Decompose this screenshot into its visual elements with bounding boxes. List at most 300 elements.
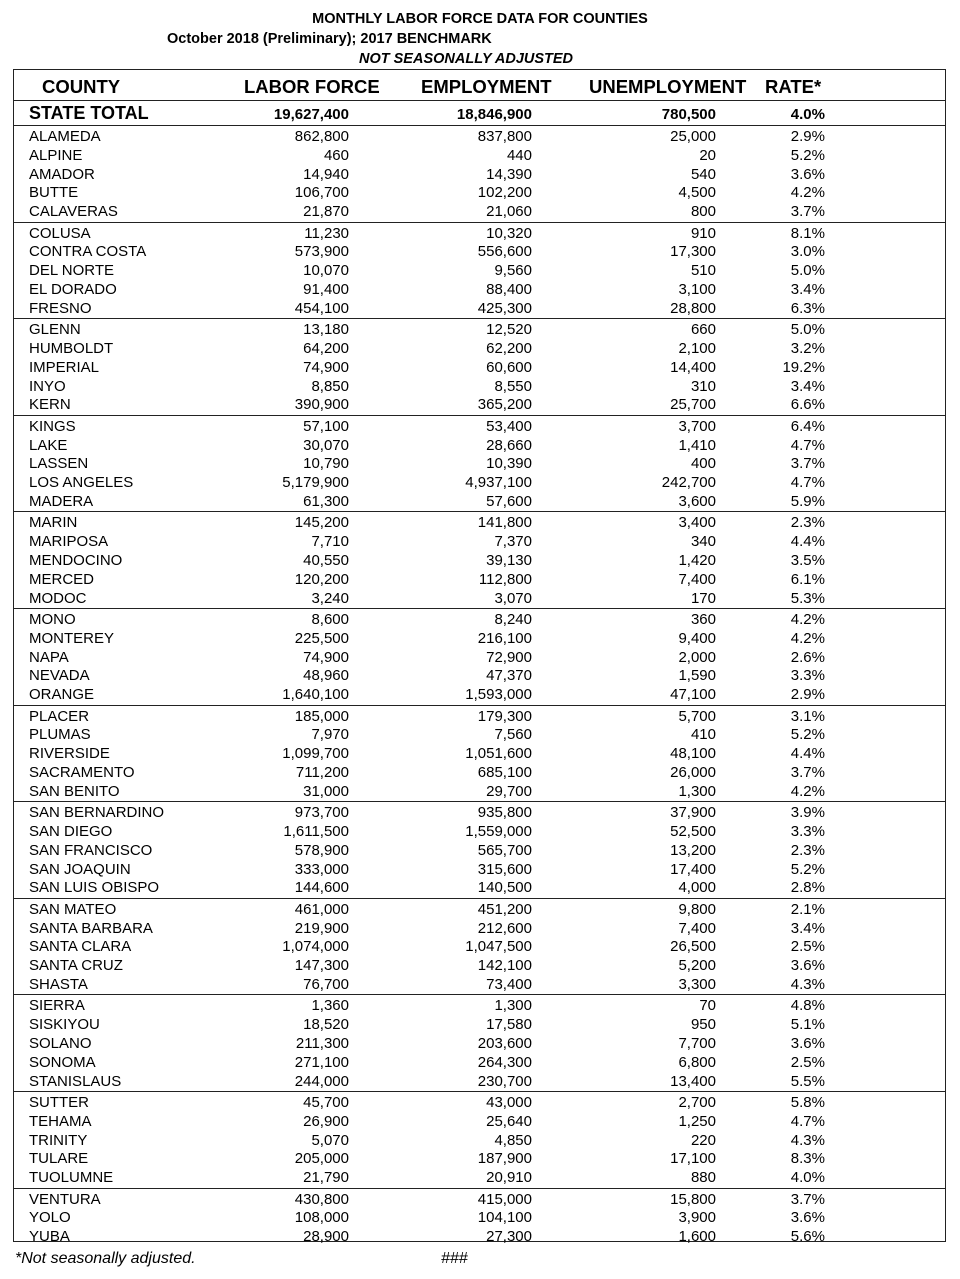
labor-force-value: 48,960	[303, 667, 349, 685]
adjustment-note: NOT SEASONALLY ADJUSTED	[359, 51, 574, 67]
county-name: DEL NORTE	[29, 262, 115, 280]
unemployment-value: 2,700	[678, 1094, 716, 1111]
county-name: GLENN	[29, 321, 81, 339]
table-row	[14, 841, 945, 860]
employment-value: 104,100	[477, 1209, 532, 1227]
labor-force-value: 219,900	[294, 919, 349, 937]
employment-value: 1,051,600	[465, 745, 532, 763]
labor-force-value: 454,100	[294, 299, 349, 317]
employment-value: 43,000	[486, 1094, 532, 1111]
unemployment-value: 170	[690, 589, 716, 607]
county-name: NAPA	[29, 648, 69, 666]
rate-value: 2.9%	[790, 128, 825, 145]
unemployment-value: 510	[690, 262, 716, 280]
labor-force-value: 14,940	[303, 165, 349, 183]
table-row	[14, 395, 945, 414]
group-divider	[14, 801, 945, 802]
employment-value: 72,900	[486, 648, 532, 666]
county-name: LAKE	[29, 436, 68, 454]
county-name: MENDOCINO	[29, 552, 123, 569]
table-row	[14, 707, 945, 726]
labor-force-value: 8,850	[311, 377, 349, 395]
labor-force-value: 5,179,900	[282, 474, 349, 492]
unemployment-value: 1,300	[678, 782, 716, 800]
labor-force-value: 333,000	[294, 860, 349, 878]
employment-value: 20,910	[486, 1169, 532, 1187]
rate-value: 5.9%	[790, 493, 825, 510]
county-name: SAN LUIS OBISPO	[29, 879, 160, 897]
rate-value: 3.7%	[790, 455, 825, 473]
county-name: CALAVERAS	[29, 203, 118, 221]
table-row	[14, 878, 945, 897]
rate-value: 3.5%	[790, 552, 825, 569]
table-row	[14, 744, 945, 763]
rate-value: 4.3%	[790, 1131, 825, 1149]
rate-value: 4.2%	[790, 611, 825, 628]
column-header-county: COUNTY	[42, 76, 121, 97]
unemployment-value: 17,400	[670, 860, 716, 878]
state-total-rate: 4.0%	[790, 106, 825, 123]
rate-value: 5.8%	[790, 1094, 825, 1111]
county-name: CONTRA COSTA	[29, 243, 147, 261]
rate-value: 2.3%	[790, 514, 825, 532]
column-header-employment: EMPLOYMENT	[421, 76, 552, 97]
table-row	[14, 822, 945, 841]
county-name: SAN JOAQUIN	[29, 860, 131, 878]
rate-value: 4.7%	[790, 474, 825, 492]
county-name: ALAMEDA	[29, 128, 101, 145]
rate-value: 6.4%	[790, 417, 825, 435]
table-row	[14, 919, 945, 938]
unemployment-value: 17,100	[670, 1150, 716, 1168]
rate-value: 4.0%	[790, 1169, 825, 1187]
unemployment-value: 26,500	[670, 938, 716, 956]
county-name: AMADOR	[29, 165, 95, 183]
labor-force-value: 460	[323, 146, 349, 164]
end-mark: ###	[441, 1250, 468, 1267]
unemployment-value: 540	[690, 165, 716, 183]
employment-value: 837,800	[477, 128, 532, 145]
employment-value: 21,060	[486, 203, 532, 221]
county-name: TULARE	[29, 1150, 89, 1168]
employment-value: 1,047,500	[465, 938, 532, 956]
table-row	[14, 956, 945, 975]
county-name: TRINITY	[29, 1131, 88, 1149]
table-row	[14, 1190, 945, 1209]
table-row	[14, 551, 945, 570]
labor-force-value: 21,870	[303, 203, 349, 221]
county-name: SISKIYOU	[29, 1016, 100, 1034]
unemployment-value: 310	[690, 377, 716, 395]
rate-value: 2.1%	[790, 900, 825, 918]
labor-force-value: 31,000	[303, 782, 349, 800]
unemployment-value: 3,300	[678, 976, 716, 993]
unemployment-value: 5,200	[678, 957, 716, 975]
rate-value: 3.3%	[790, 823, 825, 840]
employment-value: 264,300	[477, 1053, 532, 1071]
rate-value: 3.4%	[790, 377, 825, 395]
table-row	[14, 358, 945, 377]
labor-force-value: 147,300	[294, 957, 349, 975]
table-row	[14, 165, 945, 184]
employment-value: 112,800	[478, 570, 532, 588]
document-title: MONTHLY LABOR FORCE DATA FOR COUNTIES	[312, 11, 648, 27]
county-name: BUTTE	[29, 184, 79, 202]
group-divider	[14, 608, 945, 609]
rate-value: 19.2%	[782, 358, 825, 376]
county-name: MADERA	[29, 493, 94, 510]
county-name: EL DORADO	[29, 281, 117, 298]
county-name: LASSEN	[29, 455, 89, 473]
labor-force-value: 91,400	[303, 281, 349, 298]
labor-force-value: 5,070	[311, 1131, 349, 1149]
unemployment-value: 410	[690, 726, 716, 744]
unemployment-value: 800	[690, 203, 716, 221]
county-name: STANISLAUS	[29, 1072, 122, 1090]
county-name: TEHAMA	[29, 1112, 92, 1130]
column-header-row	[14, 76, 945, 100]
labor-force-value: 145,200	[294, 514, 349, 532]
unemployment-value: 6,800	[678, 1053, 716, 1071]
rate-value: 2.5%	[790, 938, 825, 956]
county-name: PLACER	[29, 707, 90, 725]
county-name: COLUSA	[29, 224, 91, 242]
rate-value: 4.7%	[790, 1112, 825, 1130]
labor-force-value: 1,640,100	[282, 686, 349, 704]
rate-value: 5.1%	[790, 1016, 825, 1034]
rate-value: 6.3%	[790, 299, 825, 317]
state-total-labor-force: 19,627,400	[273, 106, 349, 123]
table-row	[14, 685, 945, 704]
county-name: SUTTER	[29, 1094, 89, 1111]
state-total-label: STATE TOTAL	[29, 103, 149, 123]
column-header-labor-force: LABOR FORCE	[244, 76, 380, 97]
table-row	[14, 975, 945, 994]
rate-value: 8.3%	[790, 1150, 825, 1168]
labor-force-value: 57,100	[303, 417, 349, 435]
rate-value: 3.9%	[790, 804, 825, 822]
unemployment-value: 400	[690, 455, 716, 473]
employment-value: 12,520	[486, 321, 532, 339]
labor-force-value: 74,900	[303, 648, 349, 666]
unemployment-value: 9,800	[678, 900, 716, 918]
labor-force-value: 61,300	[303, 493, 349, 510]
unemployment-value: 15,800	[670, 1190, 716, 1208]
labor-force-value: 30,070	[303, 436, 349, 454]
table-row	[14, 339, 945, 358]
table-row	[14, 473, 945, 492]
county-name: SANTA CLARA	[29, 938, 132, 956]
rate-value: 5.6%	[790, 1228, 825, 1246]
labor-force-value: 205,000	[294, 1150, 349, 1168]
rate-value: 3.7%	[790, 203, 825, 221]
rate-value: 3.0%	[790, 243, 825, 261]
unemployment-value: 340	[690, 533, 716, 551]
rate-value: 3.7%	[790, 1190, 825, 1208]
county-name: SAN FRANCISCO	[29, 841, 153, 859]
employment-value: 425,300	[477, 299, 532, 317]
labor-force-value: 144,600	[294, 879, 349, 897]
employment-value: 10,320	[486, 224, 532, 242]
labor-force-value: 1,099,700	[282, 745, 349, 763]
unemployment-value: 37,900	[670, 804, 716, 822]
rate-value: 5.0%	[790, 321, 825, 339]
labor-force-value: 862,800	[294, 128, 349, 145]
employment-value: 203,600	[477, 1035, 532, 1052]
rate-value: 5.2%	[790, 860, 825, 878]
table-row	[14, 224, 945, 243]
table-row	[14, 183, 945, 202]
county-name: FRESNO	[29, 299, 92, 317]
county-name: YUBA	[29, 1228, 70, 1246]
table-row	[14, 280, 945, 299]
county-name: SANTA BARBARA	[29, 919, 153, 937]
unemployment-value: 48,100	[670, 745, 716, 763]
unemployment-value: 4,000	[678, 879, 716, 897]
rate-value: 4.2%	[790, 629, 825, 647]
unemployment-value: 3,900	[678, 1209, 716, 1227]
employment-value: 556,600	[477, 243, 532, 261]
table-row	[14, 1112, 945, 1131]
employment-value: 440	[506, 146, 532, 164]
employment-value: 187,900	[477, 1150, 532, 1168]
group-divider	[14, 511, 945, 512]
group-divider	[14, 898, 945, 899]
employment-value: 4,937,100	[465, 474, 532, 492]
county-name: SAN MATEO	[29, 900, 117, 918]
labor-force-value: 8,600	[311, 611, 349, 628]
table-row	[14, 320, 945, 339]
employment-value: 3,070	[494, 589, 532, 607]
unemployment-value: 2,100	[678, 340, 716, 357]
unemployment-value: 47,100	[670, 686, 716, 704]
labor-force-value: 74,900	[303, 358, 349, 376]
rate-value: 3.3%	[790, 667, 825, 685]
table-row	[14, 146, 945, 165]
employment-value: 451,200	[477, 900, 532, 918]
county-name: SHASTA	[29, 976, 88, 993]
unemployment-value: 7,400	[678, 570, 716, 588]
labor-force-table	[13, 69, 946, 1246]
labor-force-value: 973,700	[294, 804, 349, 822]
employment-value: 140,500	[477, 879, 532, 897]
county-name: SAN BENITO	[29, 782, 120, 800]
unemployment-value: 3,400	[678, 514, 716, 532]
employment-value: 102,200	[477, 184, 532, 202]
unemployment-value: 1,250	[678, 1112, 716, 1130]
county-name: MODOC	[29, 589, 87, 607]
rate-value: 3.6%	[790, 957, 825, 975]
employment-value: 415,000	[477, 1190, 532, 1208]
county-name: NEVADA	[29, 667, 90, 685]
employment-value: 17,580	[486, 1016, 532, 1034]
county-name: SIERRA	[29, 997, 85, 1015]
employment-value: 29,700	[486, 782, 532, 800]
group-divider	[14, 125, 945, 126]
labor-force-value: 3,240	[311, 589, 349, 607]
labor-force-value: 11,230	[304, 224, 349, 242]
unemployment-value: 950	[690, 1016, 716, 1034]
unemployment-value: 7,700	[678, 1035, 716, 1052]
employment-value: 1,593,000	[465, 686, 532, 704]
table-row	[14, 860, 945, 879]
rate-value: 4.4%	[790, 533, 825, 551]
footnote: *Not seasonally adjusted.	[15, 1250, 196, 1267]
table-row	[14, 937, 945, 956]
unemployment-value: 3,600	[678, 493, 716, 510]
table-row	[14, 648, 945, 667]
county-name: SONOMA	[29, 1053, 96, 1071]
labor-force-value: 271,100	[294, 1053, 349, 1071]
rate-value: 5.0%	[790, 262, 825, 280]
table-row	[14, 436, 945, 455]
unemployment-value: 5,700	[678, 707, 716, 725]
table-row	[14, 299, 945, 318]
labor-force-value: 390,900	[294, 396, 349, 414]
labor-force-value: 28,900	[303, 1228, 349, 1246]
labor-force-value: 711,200	[295, 764, 349, 781]
employment-value: 4,850	[494, 1131, 532, 1149]
table-row	[14, 1208, 945, 1227]
unemployment-value: 28,800	[670, 299, 716, 317]
employment-value: 7,370	[494, 533, 532, 551]
table-row	[14, 900, 945, 919]
rate-value: 3.1%	[790, 707, 825, 725]
table-row	[14, 202, 945, 221]
labor-force-value: 185,000	[294, 707, 349, 725]
rate-value: 4.2%	[790, 782, 825, 800]
county-name: YOLO	[29, 1209, 71, 1227]
unemployment-value: 3,100	[678, 281, 716, 298]
rate-value: 5.2%	[790, 146, 825, 164]
labor-force-value: 1,611,500	[283, 823, 349, 840]
employment-value: 365,200	[477, 396, 532, 414]
rate-value: 4.4%	[790, 745, 825, 763]
employment-value: 1,559,000	[465, 823, 532, 840]
rate-value: 3.6%	[790, 165, 825, 183]
table-row	[14, 513, 945, 532]
unemployment-value: 1,410	[678, 436, 716, 454]
labor-force-value: 64,200	[303, 340, 349, 357]
unemployment-value: 242,700	[661, 474, 716, 492]
table-row	[14, 763, 945, 782]
labor-force-value: 1,074,000	[282, 938, 349, 956]
labor-force-value: 7,970	[311, 726, 349, 744]
rate-value: 2.3%	[790, 841, 825, 859]
county-name: MARIPOSA	[29, 533, 109, 551]
unemployment-value: 52,500	[670, 823, 716, 840]
table-row	[14, 127, 945, 146]
employment-value: 565,700	[477, 841, 532, 859]
unemployment-value: 25,700	[670, 396, 716, 414]
labor-force-value: 1,360	[311, 997, 349, 1015]
unemployment-value: 1,590	[678, 667, 716, 685]
rate-value: 4.3%	[790, 976, 825, 993]
table-row	[14, 666, 945, 685]
unemployment-value: 910	[690, 224, 716, 242]
unemployment-value: 2,000	[678, 648, 716, 666]
county-name: VENTURA	[29, 1190, 101, 1208]
table-row	[14, 532, 945, 551]
employment-value: 315,600	[477, 860, 532, 878]
employment-value: 230,700	[477, 1072, 532, 1090]
employment-value: 212,600	[477, 919, 532, 937]
employment-value: 62,200	[486, 340, 532, 357]
group-divider	[14, 318, 945, 319]
employment-value: 88,400	[486, 281, 532, 298]
table-row	[14, 610, 945, 629]
employment-value: 60,600	[486, 358, 532, 376]
county-name: SOLANO	[29, 1035, 92, 1052]
unemployment-value: 7,400	[678, 919, 716, 937]
employment-value: 39,130	[486, 552, 532, 569]
county-name: MONO	[29, 611, 76, 628]
table-row	[14, 1149, 945, 1168]
county-name: SAN BERNARDINO	[29, 804, 165, 822]
table-row	[14, 261, 945, 280]
county-name: RIVERSIDE	[29, 745, 110, 763]
table-row	[14, 589, 945, 608]
table-row	[14, 242, 945, 261]
labor-force-value: 40,550	[303, 552, 349, 569]
rate-value: 8.1%	[790, 224, 825, 242]
labor-force-value: 13,180	[303, 321, 349, 339]
employment-value: 25,640	[486, 1112, 532, 1130]
rate-value: 6.6%	[790, 396, 825, 414]
county-name: HUMBOLDT	[29, 340, 114, 357]
group-divider	[14, 994, 945, 995]
unemployment-value: 220	[690, 1131, 716, 1149]
labor-force-value: 7,710	[311, 533, 349, 551]
rate-value: 3.7%	[790, 764, 825, 781]
table-row	[14, 1072, 945, 1091]
employment-value: 57,600	[486, 493, 532, 510]
employment-value: 27,300	[486, 1228, 532, 1246]
rate-value: 4.8%	[790, 997, 825, 1015]
rate-value: 6.1%	[790, 570, 825, 588]
employment-value: 14,390	[486, 165, 532, 183]
county-name: SACRAMENTO	[29, 764, 135, 781]
rate-value: 2.8%	[790, 879, 825, 897]
unemployment-value: 13,200	[670, 841, 716, 859]
table-row	[14, 454, 945, 473]
unemployment-value: 20	[699, 146, 716, 164]
employment-value: 8,240	[494, 611, 532, 628]
rate-value: 3.4%	[790, 281, 825, 298]
header-divider	[14, 100, 945, 101]
table-row	[14, 1053, 945, 1072]
employment-value: 47,370	[486, 667, 532, 685]
document-subtitle: October 2018 (Preliminary); 2017 BENCHMARK	[167, 31, 492, 47]
county-name: SAN DIEGO	[29, 823, 113, 840]
employment-value: 935,800	[477, 804, 532, 822]
county-name: MARIN	[29, 514, 78, 532]
column-header-rate: RATE*	[765, 76, 822, 97]
group-divider	[14, 705, 945, 706]
unemployment-value: 14,400	[670, 358, 716, 376]
unemployment-value: 70	[699, 997, 716, 1015]
employment-value: 142,100	[477, 957, 532, 975]
group-divider	[14, 1091, 945, 1092]
labor-force-value: 461,000	[294, 900, 349, 918]
employment-value: 1,300	[494, 997, 532, 1015]
labor-force-value: 430,800	[294, 1190, 349, 1208]
table-row	[14, 725, 945, 744]
rate-value: 5.2%	[790, 726, 825, 744]
employment-value: 73,400	[486, 976, 532, 993]
employment-value: 179,300	[477, 707, 532, 725]
employment-value: 216,100	[477, 629, 532, 647]
